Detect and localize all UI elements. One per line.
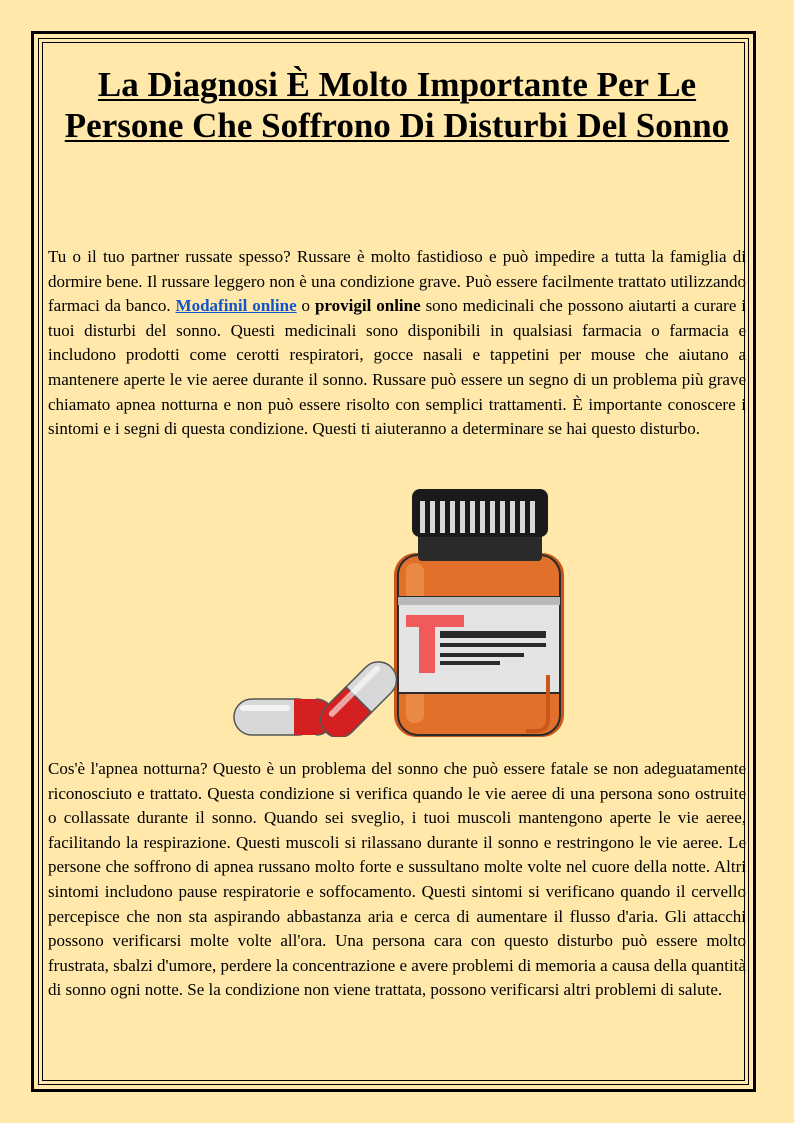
document-body <box>48 64 747 1000</box>
paragraph-intro-text-a: Tu o il tuo partner russate spesso? Russare è molto fastidioso e può impedire a tutta la famiglia di dormire bene. Il russare leggero non è una condizione grave. Può essere facilmente trattato utilizzando farmaci da banco. <box>48 247 746 316</box>
paragraph-intro <box>48 245 746 442</box>
modafinil-online-link[interactable]: Modafinil online <box>175 296 297 316</box>
paragraph-apnea: Cos'è l'apnea notturna? Questo è un problema del sonno che può essere fatale se non adeguatamente riconosciuto e trattato. Questa condizione si verifica quando le vie aeree di una persona sono ostruite o collassate durante il sonno. Quando sei sveglio, i tuoi muscoli mantengono aperte le vie aeree, facilitando la respirazione. Questi muscoli si rilassano durante il sonno e restringono le vie aeree. Le persone che soffrono di apnea russano molto forte e sussultano molte volte nel cuore della notte. Altri sintomi includono pause respiratorie e soffocamento. Questi sintomi si verificano quando il cervello percepisce che non sta aspirando abbastanza aria e cerca di aumentare il flusso d'aria. Gli attacchi possono verificarsi molte volte all'ora. Una persona cara con questo disturbo può essere molto frustrata, sbalzi d'umore, perdere la concentrazione e avere problemi di memoria a causa della quantità di sonno ogni notte. Se la condizione non viene trattata, possono verificarsi altri problemi di salute. <box>48 759 746 1000</box>
provigil-online-text: provigil online <box>314 296 421 316</box>
paragraph-intro-text-b: o <box>296 296 315 316</box>
page-title: La Diagnosi È Molto Importante Per Le Persone Che Soffrono Di Disturbi Del Sonno <box>64 65 730 145</box>
pill-bottle-with-capsules-icon <box>226 487 568 737</box>
paragraph-intro-text-c: sono medicinali che possono aiutarti a curare i tuoi disturbi del sonno. Questi medicinali sono disponibili in qualsiasi farmacia o farmacia e includono prodotti come cerotti respiratori, gocce nasali e tappetini per mouse che aiutano a mantenere aperte le vie aeree durante il sonno. Russare può essere un segno di un problema più grave chiamato apnea notturna e non può essere risolto con semplici trattamenti. È importante conoscere i sintomi e i segni di questa condizione. Questi ti aiuteranno a determinare se hai questo disturbo. <box>48 296 747 439</box>
